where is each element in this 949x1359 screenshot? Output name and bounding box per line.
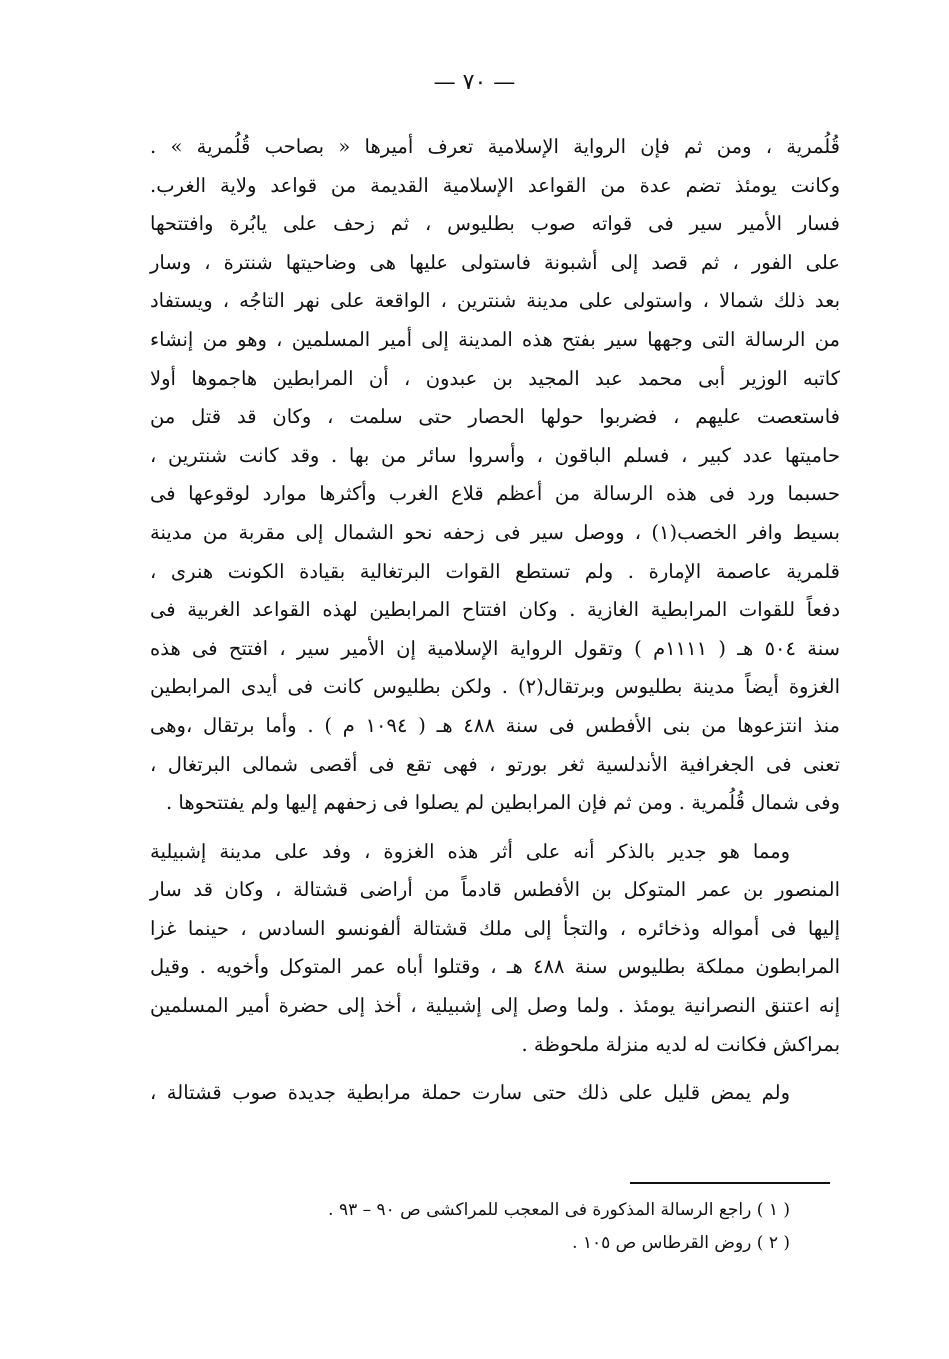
text-line: المنصور بن عمر المتوكل بن الأفطس قادماً من أراضى قشتالة ، وكان قد سار	[150, 878, 840, 902]
text-line: فسار الأمير سير فى قواته صوب بطليوس ، ثم زحف على يابُرة وافتتحها	[150, 212, 840, 236]
text-line: ومما هو جدير بالذكر أنه على أثر هذه الغزوة ، وفد على مدينة إشبيلية	[150, 839, 790, 863]
text-line: فاستعصت عليهم ، فضربوا حولها الحصار حتى سلمت ، وكان قد قتل من	[150, 405, 840, 429]
text-line: بسيط وافر الخصب(١) ، ووصل سير فى زحفه نحو الشمال إلى مقربة من مدينة	[150, 520, 840, 544]
text-line: المرابطون مملكة بطليوس سنة ٤٨٨ هـ ، وقتلوا أباه عمر المتوكل وأخويه . وقيل	[150, 955, 840, 979]
text-line: ولم يمض قليل على ذلك حتى سارت حملة مرابطية جديدة صوب قشتالة ،	[150, 1081, 790, 1105]
text-line: قُلُمرية ، ومن ثم فإن الرواية الإسلامية تعرف أميرها « بصاحب قُلُمرية » .	[150, 135, 840, 158]
paragraph-3	[150, 1074, 840, 1113]
page-number: — ٧٠ —	[433, 70, 516, 95]
text-line: من الرسالة التى وجهها سير بفتح هذه المدينة إلى أمير المسلمين ، وهو من إنشاء	[150, 327, 840, 351]
text-line: الغزوة أيضاً مدينة بطليوس وبرتقال(٢) . ولكن بطليوس كانت فى أيدى المرابطين	[150, 675, 840, 699]
text-line: قلمرية عاصمة الإمارة . ولم تستطع القوات البرتغالية بقيادة الكونت هنرى ،	[150, 559, 840, 583]
body-text	[150, 128, 840, 1113]
footnote-2: ( ٢ ) روض القرطاس ص ١٠٥ .	[572, 1233, 790, 1253]
text-line: كاتبه الوزير أبى محمد عبد المجيد بن عبدون ، أن المرابطين هاجموها أولا	[150, 366, 840, 390]
paragraph-2	[150, 833, 840, 1065]
text-line: وكانت يومئذ تضم عدة من القواعد الإسلامية القديمة من قواعد ولاية الغرب.	[150, 173, 840, 197]
text-line: بمراكش فكانت له لديه منزلة ملحوظة .	[521, 1032, 840, 1056]
paragraph-1	[150, 128, 840, 823]
text-line: منذ انتزعوها من بنى الأفطس فى سنة ٤٨٨ هـ ( ١٠٩٤ م ) . وأما برتقال ،وهى	[150, 713, 841, 737]
text-line: إليها فى أمواله وذخائره ، والتجأ إلى ملك قشتالة ألفونسو السادس ، حينما غزا	[150, 916, 840, 940]
text-line: دفعاً للقوات المرابطية الغازية . وكان افتتاح المرابطين لهذه القواعد الغربية فى	[150, 598, 840, 622]
text-line: سنة ٥٠٤ هـ ( ١١١١م ) وتقول الرواية الإسلامية إن الأمير سير ، افتتح فى هذه	[150, 636, 840, 660]
text-line: بعد ذلك شمالا ، واستولى على مدينة شنترين ، الواقعة على نهر التاجُه ، ويستفاد	[150, 289, 840, 313]
footnote-divider	[630, 1182, 830, 1184]
text-line: على الفور ، ثم قصد إلى أشبونة فاستولى عليها هى وضاحيتها شنترة ، وسار	[150, 250, 840, 274]
footnotes	[300, 1194, 790, 1260]
footnote-1: ( ١ ) راجع الرسالة المذكورة فى المعجب للمراكشى ص ٩٠ – ٩٣ .	[328, 1200, 790, 1220]
text-line: حاميتها عدد كبير ، فسلم الباقون ، وأسروا سائر من بها . وقد كانت شنترين ،	[150, 443, 840, 467]
text-line: حسبما ورد فى هذه الرسالة من أعظم قلاع الغرب وأكثرها موارد لوقوعها فى	[150, 482, 840, 506]
text-line: تعنى فى الجغرافية الأندلسية ثغر بورتو ، فهى تقع فى أقصى شمالى البرتغال ،	[150, 752, 840, 776]
text-line: وفى شمال قُلُمرية . ومن ثم فإن المرابطين لم يصلوا فى زحفهم إليها ولم يفتتحوها .	[166, 791, 840, 815]
text-line: إنه اعتنق النصرانية يومئذ . ولما وصل إلى إشبيلية ، أخذ إلى حضرة أمير المسلمين	[150, 994, 840, 1018]
